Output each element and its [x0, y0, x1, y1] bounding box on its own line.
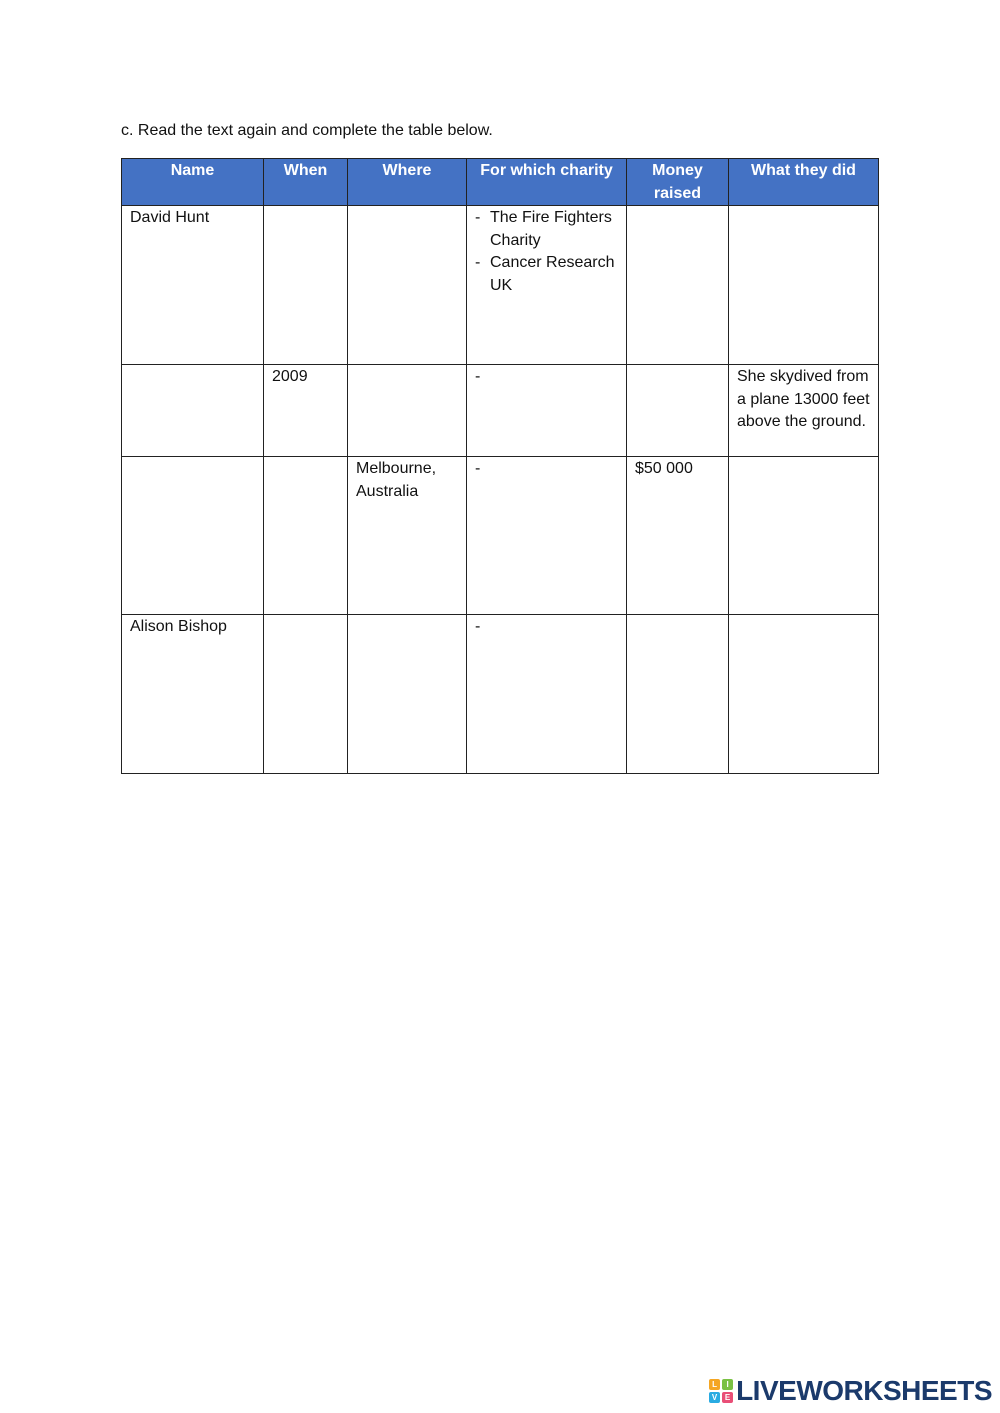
charity-list: [475, 207, 618, 297]
cell-name[interactable]: David Hunt: [122, 206, 264, 365]
header-name: Name: [122, 159, 264, 206]
cell-when[interactable]: [264, 206, 348, 365]
cell-money[interactable]: [627, 615, 729, 774]
logo-mark-icon: [709, 1379, 733, 1403]
cell-money[interactable]: $50 000: [627, 457, 729, 615]
header-when: When: [264, 159, 348, 206]
table-row: [122, 615, 879, 774]
logo-mark-cell: E: [722, 1392, 733, 1403]
logo-mark-cell: V: [709, 1392, 720, 1403]
logo-text: LIVEWORKSHEETS: [736, 1375, 992, 1406]
cell-what[interactable]: [729, 615, 879, 774]
cell-charity[interactable]: [467, 457, 627, 615]
charity-table: [121, 158, 879, 774]
table-row: [122, 457, 879, 615]
cell-where[interactable]: [348, 615, 467, 774]
header-money: Money raised: [627, 159, 729, 206]
charity-list-item: - The Fire Fighters Charity: [475, 207, 618, 252]
cell-where[interactable]: Melbourne, Australia: [348, 457, 467, 615]
cell-where[interactable]: [348, 365, 467, 457]
cell-when[interactable]: 2009: [264, 365, 348, 457]
cell-what[interactable]: [729, 206, 879, 365]
cell-charity[interactable]: [467, 615, 627, 774]
cell-where[interactable]: [348, 206, 467, 365]
cell-charity[interactable]: [467, 206, 627, 365]
cell-what[interactable]: [729, 457, 879, 615]
cell-name[interactable]: [122, 457, 264, 615]
cell-when[interactable]: [264, 615, 348, 774]
logo-mark-cell: I: [722, 1379, 733, 1390]
cell-charity[interactable]: [467, 365, 627, 457]
liveworksheets-logo: [709, 1375, 992, 1407]
cell-when[interactable]: [264, 457, 348, 615]
table-header-row: [122, 159, 879, 206]
header-charity: For which charity: [467, 159, 627, 206]
header-where: Where: [348, 159, 467, 206]
cell-money[interactable]: [627, 365, 729, 457]
instruction-text: c. Read the text again and complete the table below.: [121, 122, 493, 139]
table-row: [122, 206, 879, 365]
cell-name[interactable]: [122, 365, 264, 457]
header-what: What they did: [729, 159, 879, 206]
table-row: [122, 365, 879, 457]
charity-list-item: - Cancer Research UK: [475, 252, 618, 297]
cell-name[interactable]: Alison Bishop: [122, 615, 264, 774]
cell-money[interactable]: [627, 206, 729, 365]
cell-what[interactable]: She skydived from a plane 13000 feet above the ground.: [729, 365, 879, 457]
logo-mark-cell: L: [709, 1379, 720, 1390]
